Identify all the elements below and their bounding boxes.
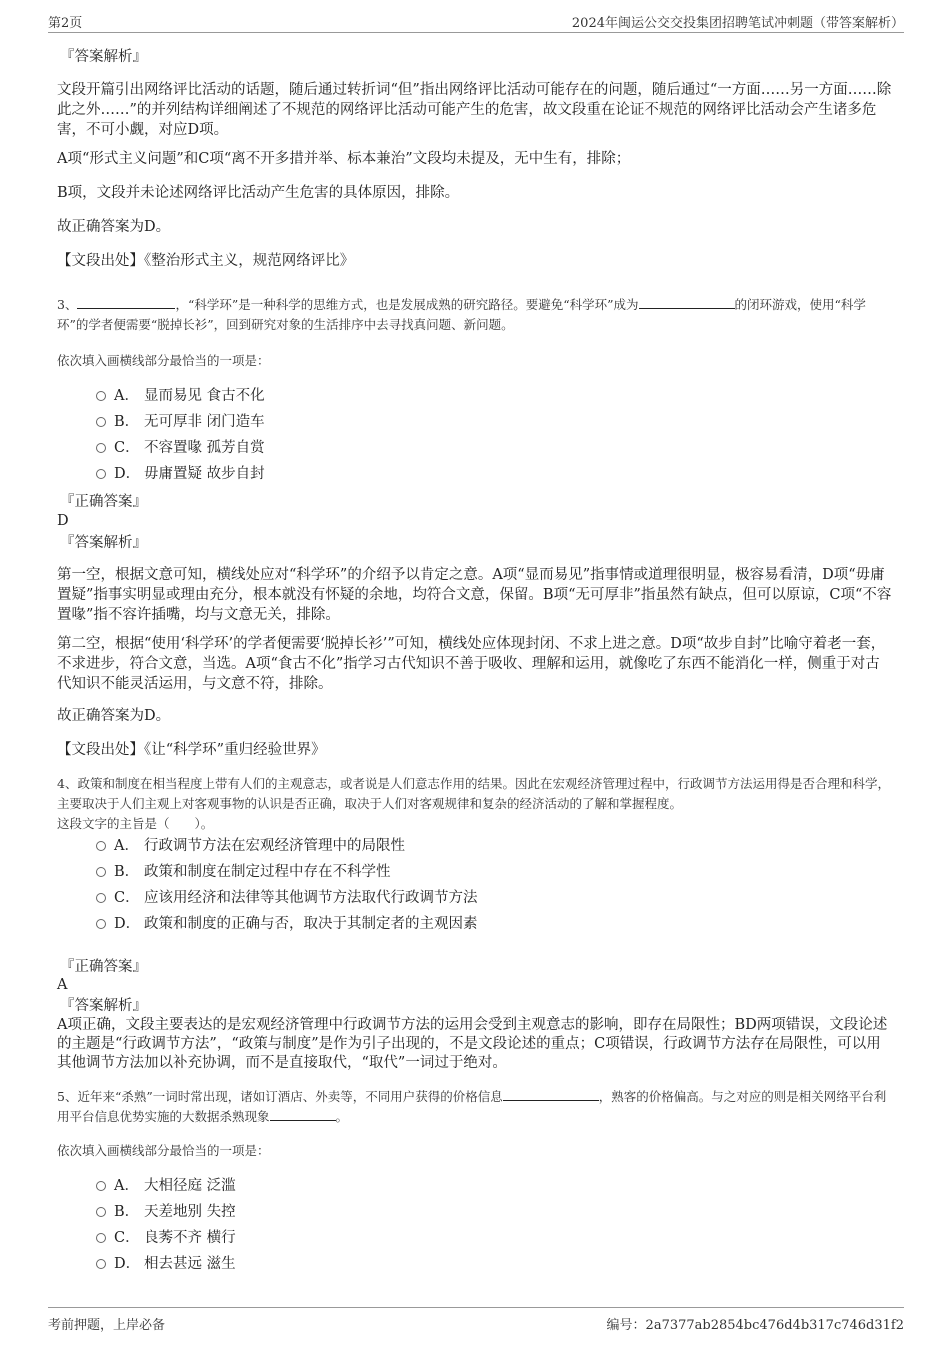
radio-icon[interactable]: [96, 1259, 106, 1269]
q3-option-b[interactable]: B． 无可厚非 闭门造车: [96, 412, 265, 432]
q3-source: 【文段出处】《让“科学环”重归经验世界》: [57, 742, 326, 758]
q3-option-a[interactable]: A． 显而易见 食古不化: [96, 386, 265, 406]
q5-stem: 5、近年来“杀熟”一词时常出现，诸如订酒店、外卖等，不同用户获得的价格信息 ，熟客的价格偏高。与之对应的则是相关网络平台利用平台信息优势实施的大数据杀熟现象 。: [57, 1089, 887, 1124]
q3-answer: D: [57, 513, 69, 529]
q5-prompt: 依次填入画横线部分最恰当的一项是：: [57, 1143, 270, 1158]
radio-icon[interactable]: [96, 919, 106, 929]
radio-icon[interactable]: [96, 1181, 106, 1191]
q3-blank-2: [639, 295, 735, 309]
q2-analysis-para2: A项“形式主义问题”和C项“离不开多措并举、标本兼治”文段均未提及，无中生有，排除；: [57, 151, 631, 167]
footer-slogan: 考前押题，上岸必备: [48, 1318, 166, 1333]
q4-answer: A: [57, 977, 68, 993]
q5-option-d[interactable]: D． 相去甚远 滋生: [96, 1254, 236, 1274]
radio-icon[interactable]: [96, 391, 106, 401]
q4-option-b[interactable]: B． 政策和制度在制定过程中存在不科学性: [96, 862, 391, 882]
q4-answer-label: 『正确答案』: [60, 959, 147, 975]
document-id: 编号：2a7377ab2854bc476d4b317c746d31f2: [606, 1318, 904, 1333]
q4-option-d[interactable]: D． 政策和制度的正确与否，取决于其制定者的主观因素: [96, 914, 478, 934]
radio-icon[interactable]: [96, 443, 106, 453]
q2-analysis-conclusion: 故正确答案为D。: [57, 219, 171, 235]
page-footer: [48, 1307, 904, 1332]
q2-source: 【文段出处】《整治形式主义，规范网络评比》: [57, 253, 355, 269]
q5-option-b[interactable]: B． 天差地别 失控: [96, 1202, 236, 1222]
page-header: [48, 10, 904, 33]
q4-prompt: 这段文字的主旨是（ ）。: [57, 816, 214, 831]
q3-option-c[interactable]: C． 不容置喙 孤芳自赏: [96, 438, 265, 458]
q3-analysis-para2: 第二空，根据“使用‘科学环’的学者便需要‘脱掉长衫’”可知，横线处应体现封闭、不求上进之意。D项“故步自封”比喻守着老一套，不求进步，符合文意，当选。A项“食古不化”指学习古代知识不善于吸收、理解和运用，就像吃了东西不能消化一样，侧重于对古代知识不能灵活运用，与文意不符，排除。: [57, 636, 886, 692]
radio-icon[interactable]: [96, 867, 106, 877]
q3-prompt: 依次填入画横线部分最恰当的一项是：: [57, 353, 270, 368]
radio-icon[interactable]: [96, 417, 106, 427]
document-title: 2024年闽运公交交投集团招聘笔试冲刺题（带答案解析）: [571, 16, 904, 31]
q3-blank-1: [77, 295, 175, 309]
q3-analysis-label: 『答案解析』: [60, 535, 147, 551]
q3-analysis-conclusion: 故正确答案为D。: [57, 708, 171, 724]
page-number: 第2页: [48, 16, 83, 31]
radio-icon[interactable]: [96, 841, 106, 851]
q4-analysis: A项正确，文段主要表达的是宏观经济管理中行政调节方法的运用会受到主观意志的影响，即存在局限性；BD两项错误，文段论述的主题是“行政调节方法”，“政策与制度”是作为引子出现的，不是文段论述的重点；C项错误，行政调节方法存在局限性，可以用其他调节方法加以补充协调，而不是直接取代，“取代”一词过于绝对。: [57, 1017, 888, 1071]
q3-answer-label: 『正确答案』: [60, 494, 147, 510]
q2-analysis-para3: B项，文段并未论述网络评比活动产生危害的具体原因，排除。: [57, 185, 460, 201]
q4-option-c[interactable]: C． 应该用经济和法律等其他调节方法取代行政调节方法: [96, 888, 478, 908]
q4-option-a[interactable]: A． 行政调节方法在宏观经济管理中的局限性: [96, 836, 405, 856]
radio-icon[interactable]: [96, 1233, 106, 1243]
radio-icon[interactable]: [96, 1207, 106, 1217]
q3-option-d[interactable]: D． 毋庸置疑 故步自封: [96, 464, 265, 484]
radio-icon[interactable]: [96, 469, 106, 479]
q5-blank-2: [270, 1107, 336, 1121]
q3-analysis-para1: 第一空，根据文意可知，横线处应对“科学环”的介绍予以肯定之意。A项“显而易见”指事情或道理很明显，极容易看清，D项“毋庸置疑”指事实明显或理由充分，根本就没有怀疑的余地，均符合文意，保留。B项“无可厚非”指虽然有缺点，但可以原谅，C项“不容置喙”指不容许插嘴，均与文意无关，排除。: [57, 567, 892, 623]
q5-option-a[interactable]: A． 大相径庭 泛滥: [96, 1176, 236, 1196]
q4-analysis-label: 『答案解析』: [60, 998, 147, 1014]
q4-stem: 4、政策和制度在相当程度上带有人们的主观意志，或者说是人们意志作用的结果。因此在宏观经济管理过程中，行政调节方法运用得是否合理和科学，主要取决于人们主观上对客观事物的认识是否正确，取决于人们对客观规律和复杂的经济活动的了解和掌握程度。: [57, 776, 890, 811]
radio-icon[interactable]: [96, 893, 106, 903]
q3-stem: 3、 ，“科学环”是一种科学的思维方式，也是发展成熟的研究路径。要避免“科学环”成为 的闭环游戏，使用“科学环”的学者便需要“脱掉长衫”，回到研究对象的生活排序中去寻找真问题、新问题。: [57, 297, 866, 332]
q2-analysis-para1: 文段开篇引出网络评比活动的话题，随后通过转折词“但”指出网络评比活动可能存在的问题，随后通过“一方面……另一方面……除此之外……”的并列结构详细阐述了不规范的网络评比活动可能产生的危害，故文段重在论证不规范的网络评比活动会产生诸多危害，不可小觑，对应D项。: [57, 82, 892, 138]
q2-analysis-label: 『答案解析』: [60, 49, 147, 65]
q5-blank-1: [503, 1087, 599, 1101]
q5-option-c[interactable]: C． 良莠不齐 横行: [96, 1228, 236, 1248]
